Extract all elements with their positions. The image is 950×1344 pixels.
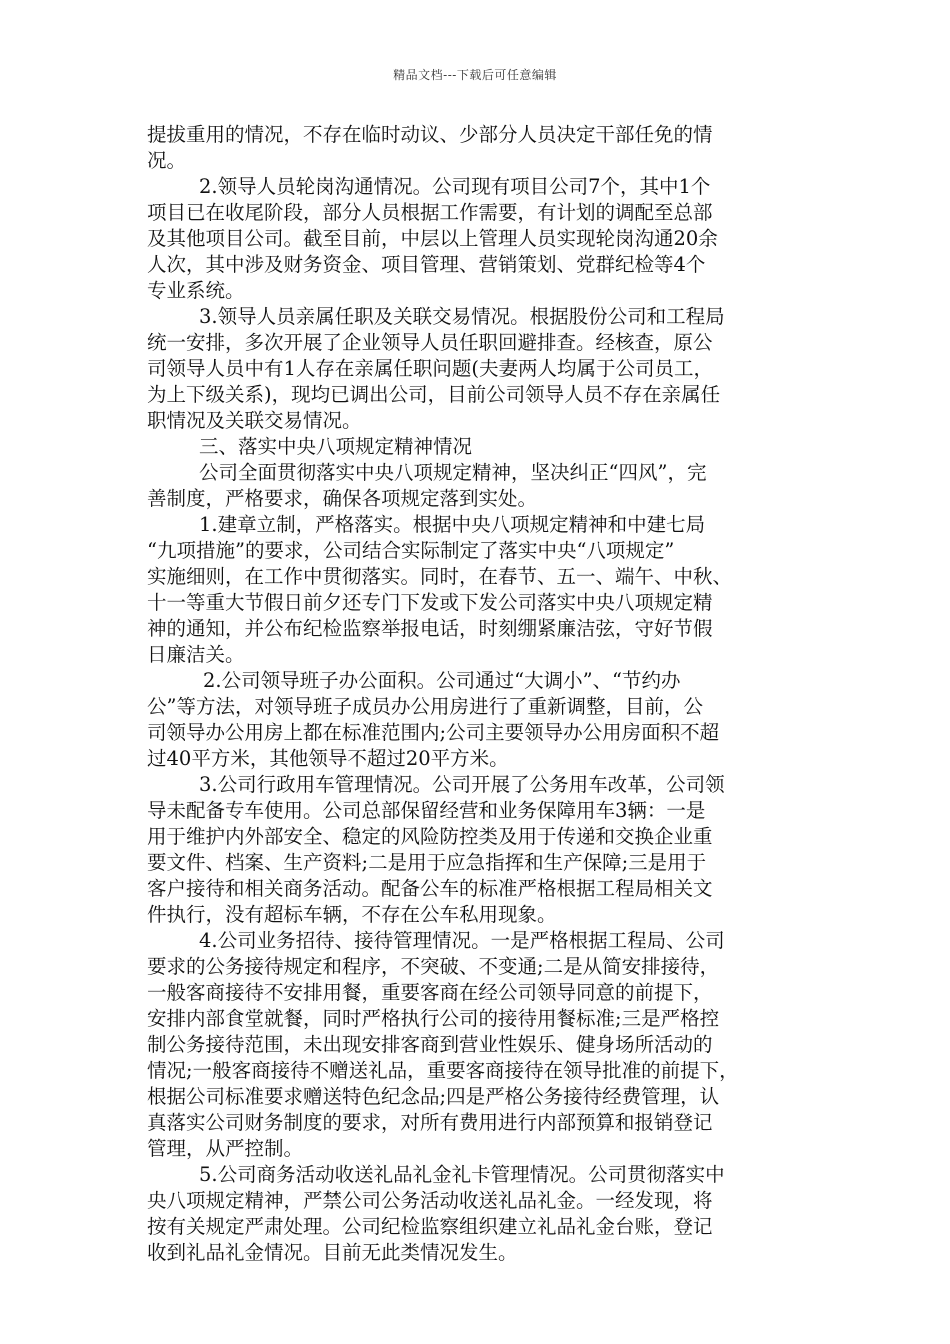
- text-line: 一般客商接待不安排用餐，重要客商在经公司领导同意的前提下，: [147, 981, 713, 1004]
- text-line: 3.领导人员亲属任职及关联交易情况。根据股份公司和工程局: [199, 305, 725, 328]
- text-line: 央八项规定精神，严禁公司公务活动收送礼品礼金。一经发现，将: [147, 1189, 713, 1212]
- text-line: 按有关规定严肃处理。公司纪检监察组织建立礼品礼金台账，登记: [147, 1215, 713, 1238]
- page-header: 精品文档---下载后可任意编辑: [393, 68, 557, 82]
- text-line: 用于维护内外部安全、稳定的风险防控类及用于传递和交换企业重: [147, 825, 713, 848]
- text-line: 2.领导人员轮岗沟通情况。公司现有项目公司7个，其中1个: [199, 175, 711, 198]
- text-line: 善制度，严格要求，确保各项规定落到实处。: [147, 487, 538, 510]
- text-line: 制公务接待范围，未出现安排客商到营业性娱乐、健身场所活动的: [147, 1033, 713, 1056]
- text-line: 司领导办公用房上都在标准范围内;公司主要领导办公用房面积不超: [147, 721, 720, 744]
- text-line: 日廉洁关。: [147, 643, 245, 666]
- text-line: 三、落实中央八项规定精神情况: [199, 435, 473, 458]
- text-line: 要求的公务接待规定和程序，不突破、不变通;二是从简安排接待，: [147, 955, 720, 978]
- text-line: 管理，从严控制。: [147, 1137, 304, 1160]
- text-line: 4.公司业务招待、接待管理情况。一是严格根据工程局、公司: [199, 929, 725, 952]
- text-line: 真落实公司财务制度的要求，对所有费用进行内部预算和报销登记: [147, 1111, 713, 1134]
- text-line: 2.公司领导班子办公面积。公司通过“大调小”、“节约办: [203, 669, 681, 692]
- text-line: 收到礼品礼金情况。目前无此类情况发生。: [147, 1241, 518, 1264]
- text-line: 提拔重用的情况，不存在临时动议、少部分人员决定干部任免的情: [147, 123, 713, 146]
- text-line: 神的通知，并公布纪检监察举报电话，时刻绷紧廉洁弦，守好节假: [147, 617, 713, 640]
- text-line: “九项措施”的要求，公司结合实际制定了落实中央“八项规定”: [147, 539, 675, 562]
- document-body: [147, 122, 811, 1266]
- text-line: 安排内部食堂就餐，同时严格执行公司的接待用餐标准;三是严格控: [147, 1007, 720, 1030]
- text-line: 公”等方法，对领导班子成员办公用房进行了重新调整，目前，公: [147, 695, 703, 718]
- text-line: 况。: [147, 149, 187, 172]
- text-line: 专业系统。: [147, 279, 245, 302]
- text-line: 1.建章立制，严格落实。根据中央八项规定精神和中建七局: [199, 513, 706, 536]
- text-line: 3.公司行政用车管理情况。公司开展了公务用车改革，公司领: [199, 773, 725, 796]
- text-line: 公司全面贯彻落实中央八项规定精神，坚决纠正“四风”，完: [199, 461, 707, 484]
- text-line: 导未配备专车使用。公司总部保留经营和业务保障用车3辆：一是: [147, 799, 706, 822]
- text-line: 项目已在收尾阶段，部分人员根据工作需要，有计划的调配至总部: [147, 201, 713, 224]
- text-line: 实施细则，在工作中贯彻落实。同时，在春节、五一、端午、中秋、: [147, 565, 733, 588]
- text-line: 要文件、档案、生产资料;二是用于应急指挥和生产保障;三是用于: [147, 851, 707, 874]
- text-line: 5.公司商务活动收送礼品礼金礼卡管理情况。公司贯彻落实中: [199, 1163, 725, 1186]
- text-line: 情况;一般客商接待不赠送礼品，重要客商接待在领导批准的前提下，: [147, 1059, 739, 1082]
- text-line: 统一安排，多次开展了企业领导人员任职回避排查。经核查，原公: [147, 331, 713, 354]
- text-line: 十一等重大节假日前夕还专门下发或下发公司落实中央八项规定精: [147, 591, 713, 614]
- text-line: 根据公司标准要求赠送特色纪念品;四是严格公务接待经费管理，认: [147, 1085, 720, 1108]
- text-line: 及其他项目公司。截至目前，中层以上管理人员实现轮岗沟通20余: [147, 227, 718, 250]
- text-line: 件执行，没有超标车辆，不存在公车私用现象。: [147, 903, 557, 926]
- text-line: 人次，其中涉及财务资金、项目管理、营销策划、党群纪检等4个: [147, 253, 706, 276]
- text-line: 客户接待和相关商务活动。配备公车的标准严格根据工程局相关文: [147, 877, 713, 900]
- text-line: 司领导人员中有1人存在亲属任职问题(夫妻两人均属于公司员工，: [147, 357, 714, 380]
- text-line: 为上下级关系)，现均已调出公司，目前公司领导人员不存在亲属任: [147, 383, 721, 406]
- text-line: 过40平方米，其他领导不超过20平方米。: [147, 747, 509, 770]
- text-line: 职情况及关联交易情况。: [147, 409, 362, 432]
